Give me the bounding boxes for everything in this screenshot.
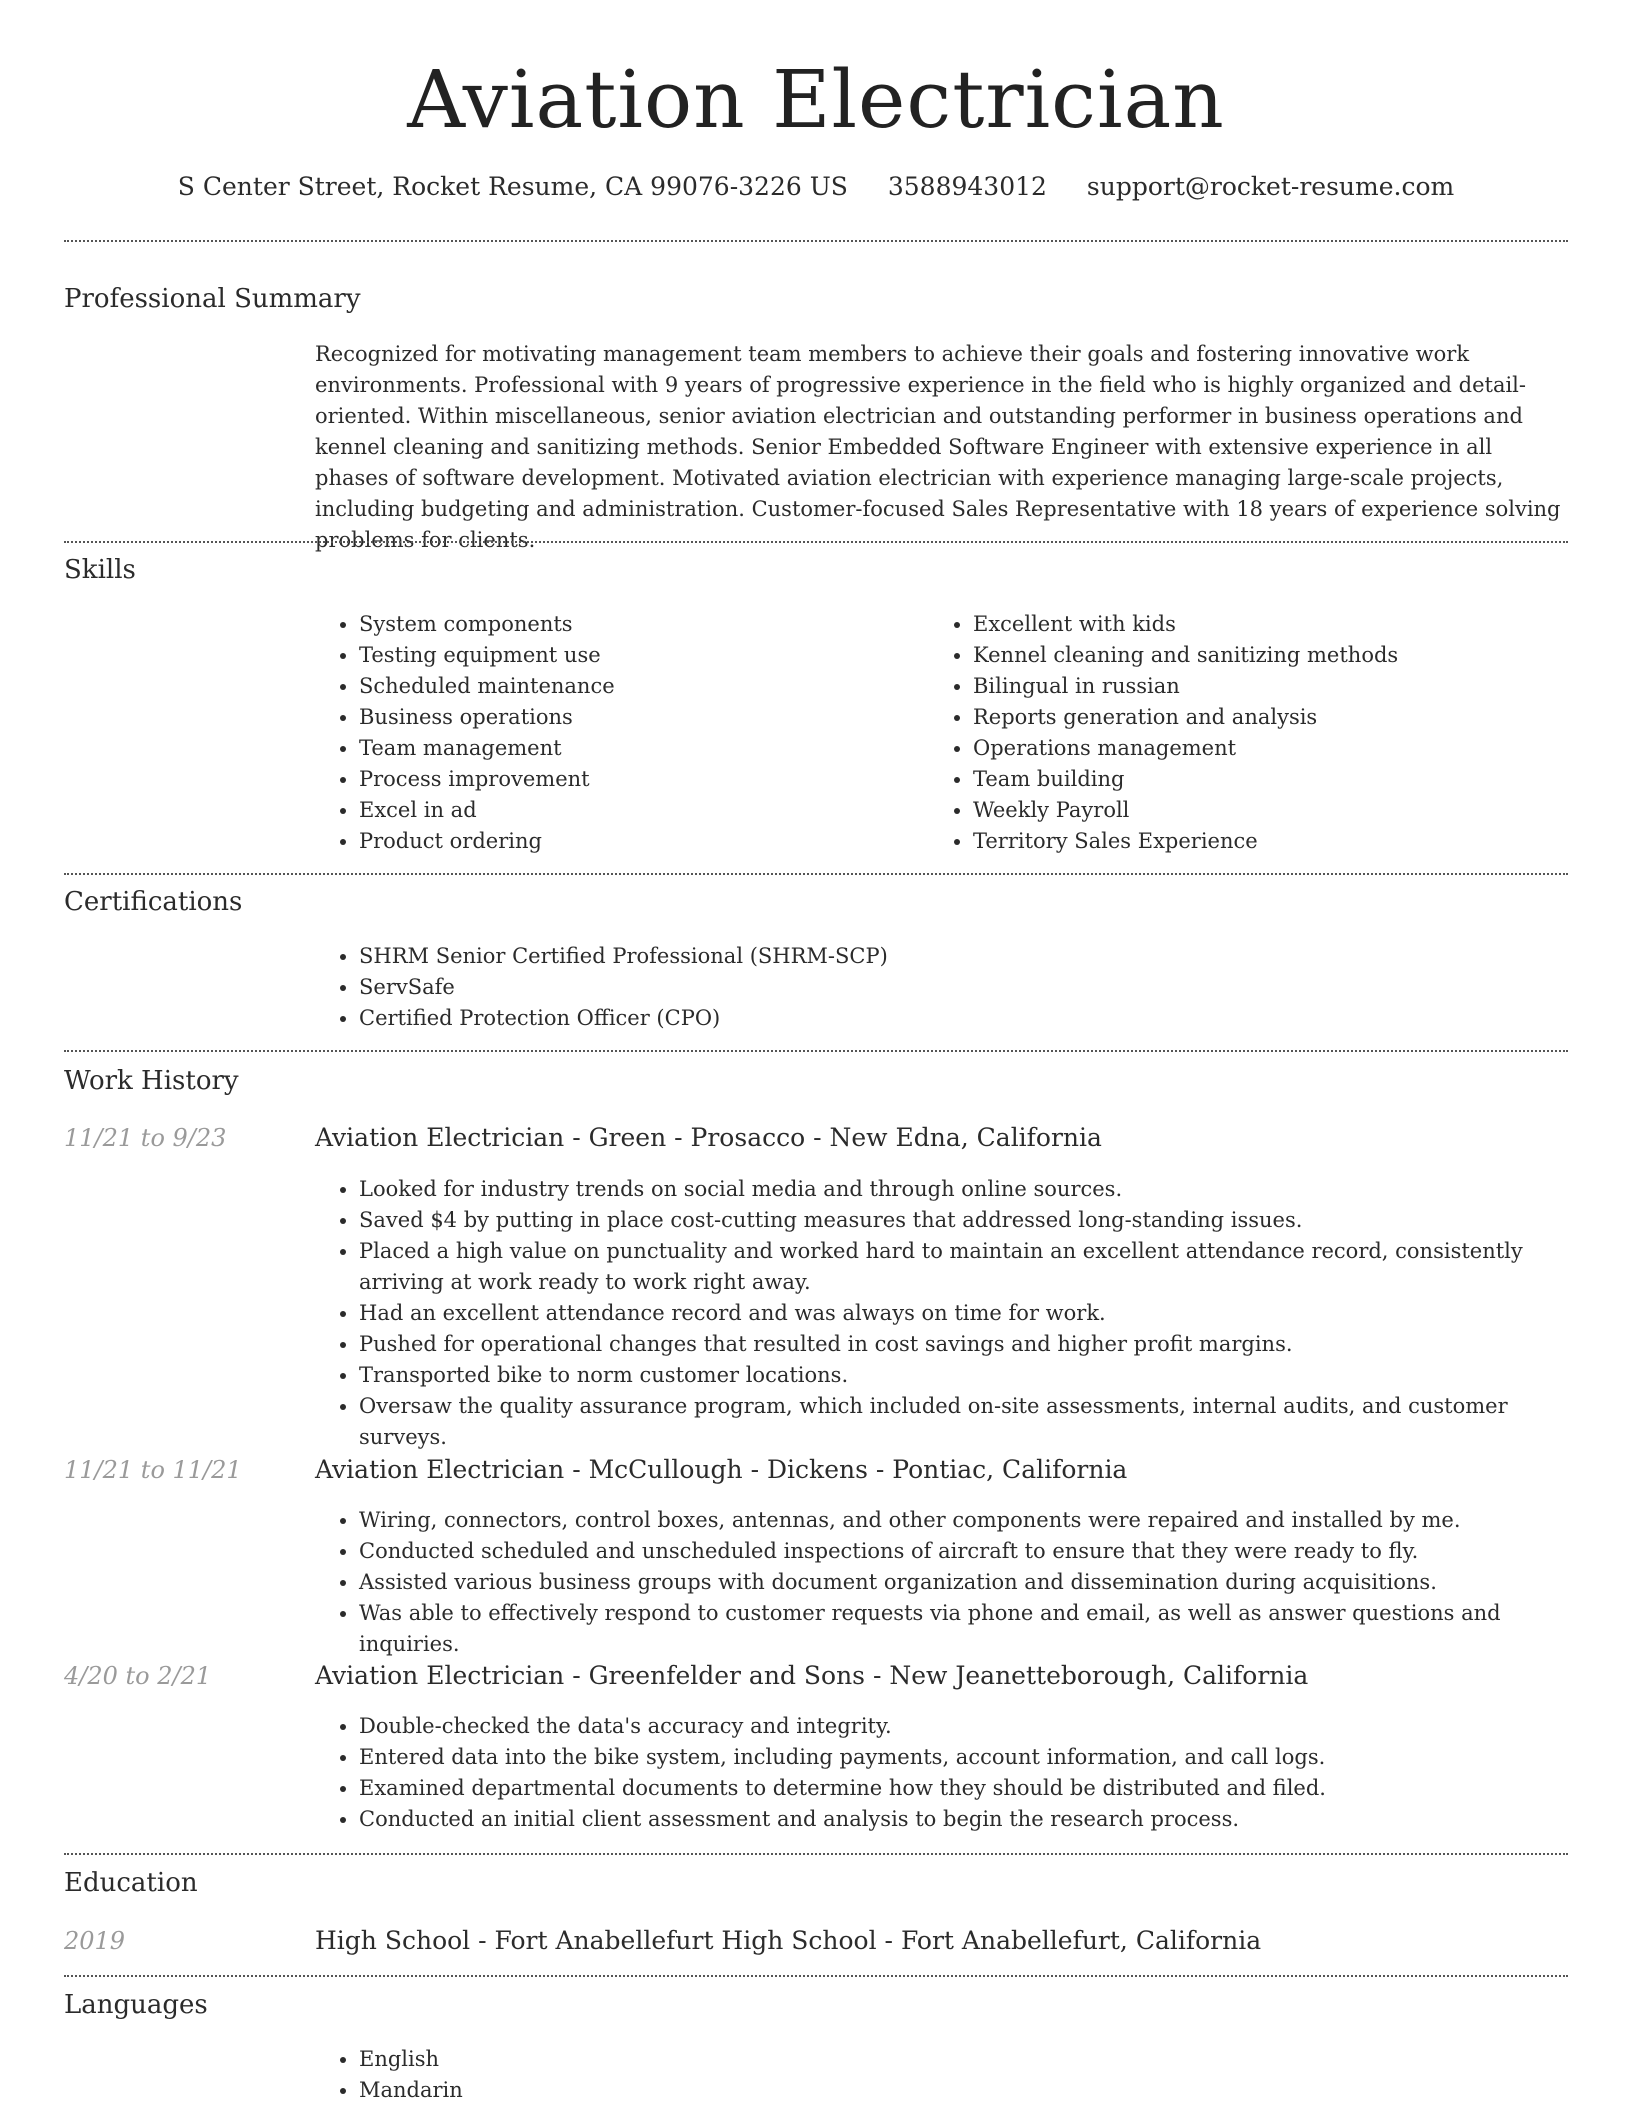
education-year: 2019 <box>64 1927 126 1955</box>
divider <box>64 541 1568 543</box>
list-item: • Product ordering <box>359 826 919 857</box>
contact-phone: 3588943012 <box>887 172 1047 201</box>
divider <box>64 240 1568 242</box>
list-item: • Conducted an initial client assessment and analysis to begin the research process. <box>359 1804 1589 1835</box>
certifications-list <box>315 941 1559 1034</box>
list-item: • Operations management <box>973 733 1573 764</box>
divider <box>64 873 1568 875</box>
list-item: • Territory Sales Experience <box>973 826 1573 857</box>
contact-address: S Center Street, Rocket Resume, CA 99076-3226 US <box>177 172 848 201</box>
section-title-education: Education <box>64 1868 198 1898</box>
job-title: Aviation Electrician - Green - Prosacco - New Edna, California <box>315 1123 1102 1152</box>
list-item: • Examined departmental documents to determine how they should be distributed and filed. <box>359 1773 1589 1804</box>
list-item: • English <box>359 2044 1159 2075</box>
list-item: • Business operations <box>359 702 919 733</box>
list-item: • Double-checked the data's accuracy and integrity. <box>359 1711 1589 1742</box>
job-bullets <box>315 1711 1589 1835</box>
section-title-languages: Languages <box>64 1990 208 2020</box>
job-title: Aviation Electrician - Greenfelder and Sons - New Jeanetteborough, California <box>315 1661 1309 1690</box>
divider <box>64 1050 1568 1052</box>
list-item: • Had an excellent attendance record and was always on time for work. <box>359 1298 1589 1329</box>
contact-email[interactable]: support@rocket-resume.com <box>1086 172 1455 201</box>
languages-list <box>315 2044 1159 2106</box>
list-item: • Bilingual in russian <box>973 671 1573 702</box>
resume-name: Aviation Electrician <box>407 53 1225 146</box>
list-item: • Conducted scheduled and unscheduled inspections of aircraft to ensure that they were ready to fly. <box>359 1536 1589 1567</box>
list-item: • Scheduled maintenance <box>359 671 919 702</box>
job-dates: 11/21 to 9/23 <box>64 1124 227 1152</box>
list-item: • Oversaw the quality assurance program, which included on-site assessments, internal audits, and customer surveys. <box>359 1391 1589 1453</box>
list-item: • Pushed for operational changes that resulted in cost savings and higher profit margins. <box>359 1329 1589 1360</box>
list-item: • Certified Protection Officer (CPO) <box>359 1003 1559 1034</box>
list-item: • Assisted various business groups with document organization and dissemination during acquisitions. <box>359 1567 1589 1598</box>
list-item: • Was able to effectively respond to customer requests via phone and email, as well as answer questions and inquiries. <box>359 1598 1589 1660</box>
list-item: • Saved $4 by putting in place cost-cutting measures that addressed long-standing issues. <box>359 1205 1589 1236</box>
job-dates: 4/20 to 2/21 <box>64 1662 212 1690</box>
list-item: • SHRM Senior Certified Professional (SHRM-SCP) <box>359 941 1559 972</box>
list-item: • Entered data into the bike system, including payments, account information, and call logs. <box>359 1742 1589 1773</box>
list-item: • Transported bike to norm customer locations. <box>359 1360 1589 1391</box>
job-dates: 11/21 to 11/21 <box>64 1456 242 1484</box>
list-item: • Team management <box>359 733 919 764</box>
list-item: • Looked for industry trends on social media and through online sources. <box>359 1174 1589 1205</box>
list-item: • Wiring, connectors, control boxes, antennas, and other components were repaired and installed by me. <box>359 1505 1589 1536</box>
list-item: • Weekly Payroll <box>973 795 1573 826</box>
list-item: • Placed a high value on punctuality and worked hard to maintain an excellent attendance record, consistently arriving at work ready to work right away. <box>359 1236 1589 1298</box>
education-detail: High School - Fort Anabellefurt High School - Fort Anabellefurt, California <box>315 1926 1262 1955</box>
divider <box>64 1975 1568 1977</box>
section-title-certifications: Certifications <box>64 887 243 917</box>
list-item: • Team building <box>973 764 1573 795</box>
list-item: • System components <box>359 609 919 640</box>
list-item: • Testing equipment use <box>359 640 919 671</box>
list-item: • Process improvement <box>359 764 919 795</box>
list-item: • Excellent with kids <box>973 609 1573 640</box>
skills-list-right <box>929 609 1573 857</box>
summary-text: Recognized for motivating management team members to achieve their goals and fostering innovative work environments. Professional with 9 years of progressive experience in the field who is highly organized and detail-oriented. Within miscellaneous, senior aviation electrician and outstanding performer in business operations and kennel cleaning and sanitizing methods. Senior Embedded Software Engineer with extensive experience in all phases of software development. Motivated aviation electrician with experience managing large-scale projects, including budgeting and administration. Customer-focused Sales Representative with 18 years of experience solving problems for clients. <box>315 342 1561 552</box>
skills-list-left <box>315 609 919 857</box>
contact-line <box>0 170 1632 204</box>
list-item: • ServSafe <box>359 972 1559 1003</box>
section-title-skills: Skills <box>64 555 136 585</box>
divider <box>64 1853 1568 1855</box>
job-title: Aviation Electrician - McCullough - Dickens - Pontiac, California <box>315 1455 1128 1484</box>
section-title-summary: Professional Summary <box>64 284 361 314</box>
list-item: • Kennel cleaning and sanitizing methods <box>973 640 1573 671</box>
job-bullets <box>315 1174 1589 1453</box>
list-item: • Excel in ad <box>359 795 919 826</box>
job-bullets <box>315 1505 1589 1660</box>
list-item: • Mandarin <box>359 2075 1159 2106</box>
list-item: • Reports generation and analysis <box>973 702 1573 733</box>
section-title-work-history: Work History <box>64 1066 239 1096</box>
